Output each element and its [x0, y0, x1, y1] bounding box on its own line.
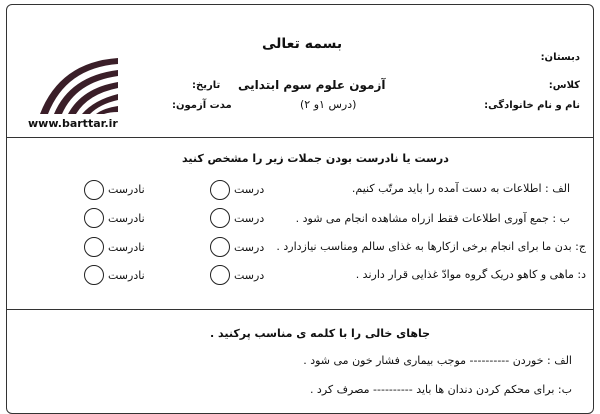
fill-blank-instruction: جاهای خالی را با کلمه ی مناسب پرکنید .	[210, 327, 431, 340]
false-option-label: نادرست	[108, 212, 145, 225]
true-option-label: درست	[234, 183, 265, 196]
fill-blank-item-b: ب: برای محکم کردن دندان ها باید ---------- مصرف کرد .	[309, 383, 572, 396]
question-a: الف : اطلاعات به دست آمده را باید مرتّب کنیم.	[351, 182, 570, 195]
exam-title: آزمون علوم سوم ابتدایی	[238, 78, 386, 92]
true-option-label: درست	[234, 241, 265, 254]
true-option-circle[interactable]	[210, 265, 230, 285]
false-option-label: نادرست	[108, 183, 145, 196]
true-option-circle[interactable]	[210, 180, 230, 200]
false-option-label: نادرست	[108, 241, 145, 254]
student-name-label: نام و نام خانوادگی:	[484, 100, 580, 111]
true-option-circle[interactable]	[210, 208, 230, 228]
bismillah-heading: بسمه تعالی	[262, 36, 343, 52]
header-divider	[6, 137, 594, 138]
question-d: د: ماهی و کاهو دریک گروه موادّ غذایی قرار دارند .	[355, 268, 586, 281]
true-option-circle[interactable]	[210, 237, 230, 257]
true-option-label: درست	[234, 212, 265, 225]
false-option-label: نادرست	[108, 269, 145, 282]
fill-blank-item-a: الف : خوردن ---------- موجب بیماری فشار خون می شود .	[303, 354, 572, 367]
false-option-circle[interactable]	[84, 265, 104, 285]
true-option-label: درست	[234, 269, 265, 282]
section-divider	[6, 309, 594, 310]
false-option-circle[interactable]	[84, 237, 104, 257]
question-c: ج: بدن ما برای انجام برخی ازکارها به غذای سالم ومناسب نیازدارد .	[276, 240, 586, 253]
lesson-range: (درس ۱و ۲)	[300, 98, 357, 111]
date-label: تاریخ:	[192, 80, 221, 91]
true-false-instruction: درست یا نادرست بودن جملات زیر را مشخص کنید	[182, 152, 449, 165]
class-label: کلاس:	[548, 80, 580, 91]
exam-duration-label: مدت آزمون:	[172, 100, 232, 111]
false-option-circle[interactable]	[84, 180, 104, 200]
school-label: دبستان:	[540, 52, 580, 63]
false-option-circle[interactable]	[84, 208, 104, 228]
website-url: www.barttar.ir	[28, 117, 118, 130]
question-b: ب : جمع آوری اطلاعات فقط ازراه مشاهده انجام می شود .	[295, 212, 570, 225]
barttar-logo-icon	[30, 54, 120, 116]
